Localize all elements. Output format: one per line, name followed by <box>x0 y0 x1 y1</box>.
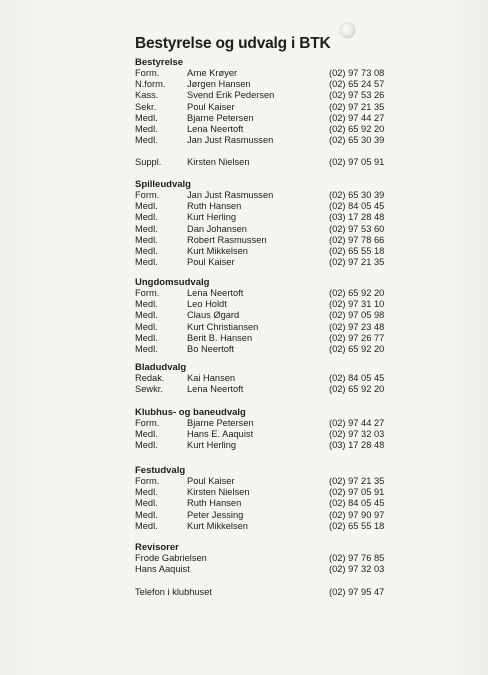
member-name: Jørgen Hansen <box>187 79 251 90</box>
member-row <box>135 246 395 257</box>
member-phone: (02) 65 92 20 <box>329 288 385 298</box>
member-name: Kurt Mikkelsen <box>187 245 248 256</box>
member-role: Sekr. <box>135 101 157 112</box>
committee-section <box>135 407 395 452</box>
member-phone: (02) 65 55 18 <box>329 245 385 256</box>
section-heading: Bestyrelse <box>135 57 184 68</box>
member-name: Kurt Herling <box>187 440 237 451</box>
member-row <box>135 190 395 201</box>
member-row <box>135 90 395 101</box>
member-phone: (02) 97 78 66 <box>329 234 385 245</box>
member-row <box>135 521 395 532</box>
member-name: Kirsten Nielsen <box>187 487 250 498</box>
member-name: Bjarne Petersen <box>187 112 254 123</box>
member-name: Poul Kaiser <box>187 476 235 486</box>
member-role: Medl. <box>135 310 158 321</box>
member-phone: (02) 65 30 39 <box>329 190 385 200</box>
member-phone: (02) 65 92 20 <box>329 384 385 395</box>
member-role: Medl. <box>135 321 158 332</box>
member-role: Suppl. <box>135 157 162 167</box>
member-row <box>135 201 395 212</box>
member-role: Medl. <box>135 299 158 310</box>
member-row <box>135 476 395 487</box>
member-phone: (02) 97 32 03 <box>329 564 385 575</box>
member-phone: (02) 97 53 26 <box>329 90 385 101</box>
member-name: Peter Jessing <box>187 509 244 520</box>
member-row <box>135 68 395 79</box>
member-role: Form. <box>135 190 160 200</box>
committee-section <box>135 179 395 268</box>
member-role: Form. <box>135 476 160 486</box>
member-row <box>135 124 395 135</box>
member-role: Medl. <box>135 234 158 245</box>
member-role: Medl. <box>135 509 158 520</box>
member-role: Medl. <box>135 520 158 531</box>
section-heading: Ungdomsudvalg <box>135 277 210 288</box>
member-role: Medl. <box>135 245 158 256</box>
member-phone: (02) 97 90 97 <box>329 509 385 520</box>
member-row <box>135 288 395 299</box>
member-name: Claus Øgard <box>187 310 240 321</box>
member-role: N.form. <box>135 79 166 90</box>
member-phone: (02) 97 21 35 <box>329 101 385 112</box>
section-heading: Bladudvalg <box>135 362 187 373</box>
member-row <box>135 79 395 90</box>
committee-section <box>135 542 395 575</box>
member-name: Robert Rasmussen <box>187 234 267 245</box>
member-name: Kurt Herling <box>187 212 237 223</box>
member-name: Kirsten Nielsen <box>187 157 250 167</box>
member-name: Leo Holdt <box>187 299 227 310</box>
member-name: Bo Neertoft <box>187 343 235 354</box>
member-row <box>135 498 395 509</box>
member-role: Medl. <box>135 112 158 123</box>
member-phone: (02) 97 44 27 <box>329 418 385 428</box>
member-row <box>135 373 395 384</box>
member-phone: (02) 97 21 35 <box>329 476 385 486</box>
member-phone: (03) 17 28 48 <box>329 440 385 451</box>
member-row <box>135 102 395 113</box>
member-role: Sewkr. <box>135 384 163 395</box>
member-phone: (02) 84 05 45 <box>329 373 385 383</box>
member-phone: (03) 17 28 48 <box>329 212 385 223</box>
section-heading: Klubhus- og baneudvalg <box>135 407 246 418</box>
member-name: Dan Johansen <box>187 223 247 234</box>
committee-section <box>135 362 395 395</box>
member-role: Medl. <box>135 429 158 440</box>
member-phone: (02) 65 55 18 <box>329 520 385 531</box>
clubhouse-phone-number: (02) 97 95 47 <box>329 587 385 597</box>
member-role: Kass. <box>135 90 159 101</box>
member-phone: (02) 65 24 57 <box>329 79 385 90</box>
punch-hole <box>340 23 355 38</box>
member-role: Redak. <box>135 373 165 383</box>
member-name: Jan Just Rasmussen <box>187 135 274 146</box>
member-row <box>135 440 395 451</box>
member-phone: (02) 97 05 98 <box>329 310 385 321</box>
member-row <box>135 135 395 146</box>
member-phone: (02) 65 30 39 <box>329 135 385 146</box>
member-name: Jan Just Rasmussen <box>187 190 274 200</box>
member-phone: (02) 97 32 03 <box>329 429 385 440</box>
member-role: Medl. <box>135 201 158 212</box>
member-phone: (02) 84 05 45 <box>329 498 385 509</box>
member-name: Hans Aaquist <box>135 564 190 575</box>
member-row <box>135 564 395 575</box>
member-row <box>135 235 395 246</box>
member-name: Lena Neertoft <box>187 288 244 298</box>
member-name: Hans E. Aaquist <box>187 429 254 440</box>
member-phone: (02) 97 44 27 <box>329 112 385 123</box>
member-phone: (02) 97 21 35 <box>329 257 385 268</box>
member-row <box>135 212 395 223</box>
member-row <box>135 344 395 355</box>
page-title: Bestyrelse og udvalg i BTK <box>135 35 331 52</box>
member-row <box>135 299 395 310</box>
member-name: Ruth Hansen <box>187 201 242 212</box>
member-name: Lena Neertoft <box>187 384 244 395</box>
substitute-row <box>135 157 395 168</box>
member-name: Arne Krøyer <box>187 68 238 78</box>
clubhouse-phone-label: Telefon i klubhuset <box>135 587 213 597</box>
member-phone: (02) 97 31 10 <box>329 299 385 310</box>
member-phone: (02) 65 92 20 <box>329 123 385 134</box>
member-name: Berit B. Hansen <box>187 332 253 343</box>
member-role: Medl. <box>135 212 158 223</box>
member-name: Kurt Christiansen <box>187 321 259 332</box>
member-role: Medl. <box>135 343 158 354</box>
clubhouse-phone-row <box>135 587 395 598</box>
member-phone: (02) 97 73 08 <box>329 68 385 78</box>
member-role: Form. <box>135 418 160 428</box>
committee-section <box>135 465 395 532</box>
member-row <box>135 553 395 564</box>
member-role: Form. <box>135 68 160 78</box>
member-row <box>135 384 395 395</box>
member-phone: (02) 65 92 20 <box>329 343 385 354</box>
member-row <box>135 510 395 521</box>
committee-section <box>135 277 395 355</box>
member-phone: (02) 97 26 77 <box>329 332 385 343</box>
member-role: Medl. <box>135 332 158 343</box>
section-heading: Revisorer <box>135 542 179 553</box>
member-row <box>135 322 395 333</box>
member-name: Kai Hansen <box>187 373 236 383</box>
member-row <box>135 224 395 235</box>
member-name: Svend Erik Pedersen <box>187 90 275 101</box>
member-name: Poul Kaiser <box>187 101 235 112</box>
member-role: Medl. <box>135 487 158 498</box>
member-role: Form. <box>135 288 160 298</box>
member-name: Lena Neertoft <box>187 123 244 134</box>
member-row <box>135 257 395 268</box>
member-name: Bjarne Petersen <box>187 418 254 428</box>
member-phone: (02) 97 53 60 <box>329 223 385 234</box>
member-name: Ruth Hansen <box>187 498 242 509</box>
section-heading: Spilleudvalg <box>135 179 191 190</box>
member-row <box>135 418 395 429</box>
member-phone: (02) 97 05 91 <box>329 487 385 498</box>
member-role: Medl. <box>135 223 158 234</box>
member-role: Medl. <box>135 135 158 146</box>
member-phone: (02) 97 76 85 <box>329 553 385 563</box>
member-phone: (02) 84 05 45 <box>329 201 385 212</box>
section-heading: Festudvalg <box>135 465 186 476</box>
member-row <box>135 310 395 321</box>
member-row <box>135 113 395 124</box>
member-role: Medl. <box>135 123 158 134</box>
member-row <box>135 429 395 440</box>
member-name: Frode Gabrielsen <box>135 553 207 563</box>
member-role: Medl. <box>135 257 158 268</box>
member-name: Kurt Mikkelsen <box>187 520 248 531</box>
member-phone: (02) 97 23 48 <box>329 321 385 332</box>
member-name: Poul Kaiser <box>187 257 235 268</box>
member-phone: (02) 97 05 91 <box>329 157 385 167</box>
member-row <box>135 333 395 344</box>
member-role: Medl. <box>135 440 158 451</box>
member-role: Medl. <box>135 498 158 509</box>
member-row <box>135 487 395 498</box>
committee-section <box>135 57 395 167</box>
